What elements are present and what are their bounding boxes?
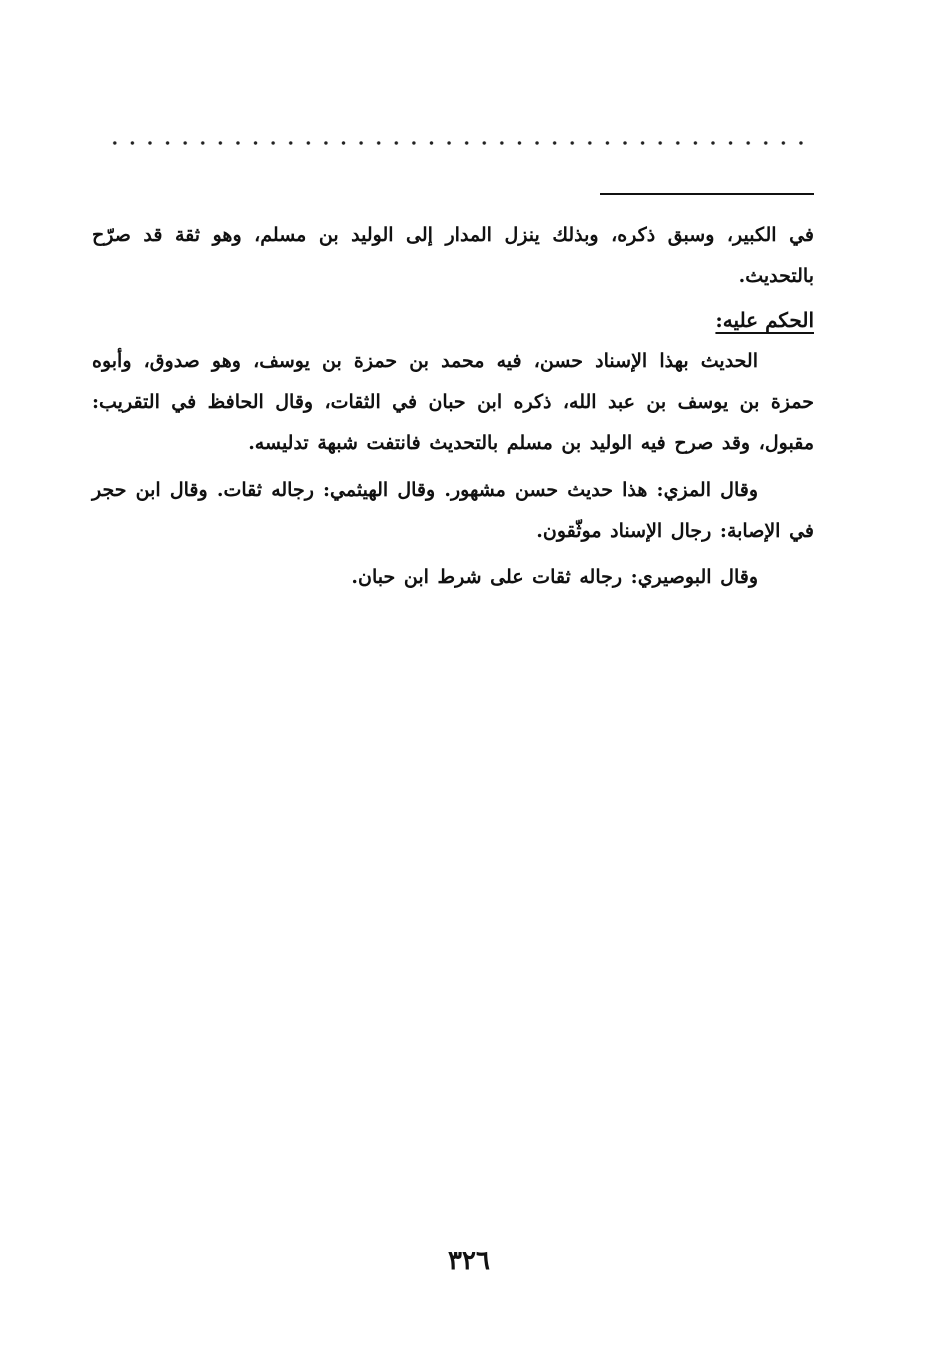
ruling-paragraph-2: وقال المزي: هذا حديث حسن مشهور. وقال الهيثمي: رجاله ثقات. وقال ابن حجر في الإصابة: رجال الإسناد موثّقون. <box>92 479 814 542</box>
ruling-paragraph-1: الحديث بهذا الإسناد حسن، فيه محمد بن حمزة بن يوسف، وهو صدوق، وأبوه حمزة بن يوسف بن عبد الله، ذكره ابن حبان في الثقات، وقال الحافظ في التقريب: مقبول، وقد صرح فيه الوليد بن مسلم بالتحديث فانتفت شبهة تدليسه. <box>92 350 814 454</box>
footnote-rule <box>600 193 814 195</box>
ruling-heading: الحكم عليه: <box>715 308 814 332</box>
page-number: ٣٢٦ <box>448 1246 490 1276</box>
continuation-paragraph: في الكبير، وسبق ذكره، وبذلك ينزل المدار إلى الوليد بن مسلم، وهو ثقة قد صرّح بالتحديث. <box>92 224 814 287</box>
dotted-separator <box>106 138 814 148</box>
ruling-paragraph-3: وقال البوصيري: رجاله ثقات على شرط ابن حبان. <box>351 566 758 588</box>
